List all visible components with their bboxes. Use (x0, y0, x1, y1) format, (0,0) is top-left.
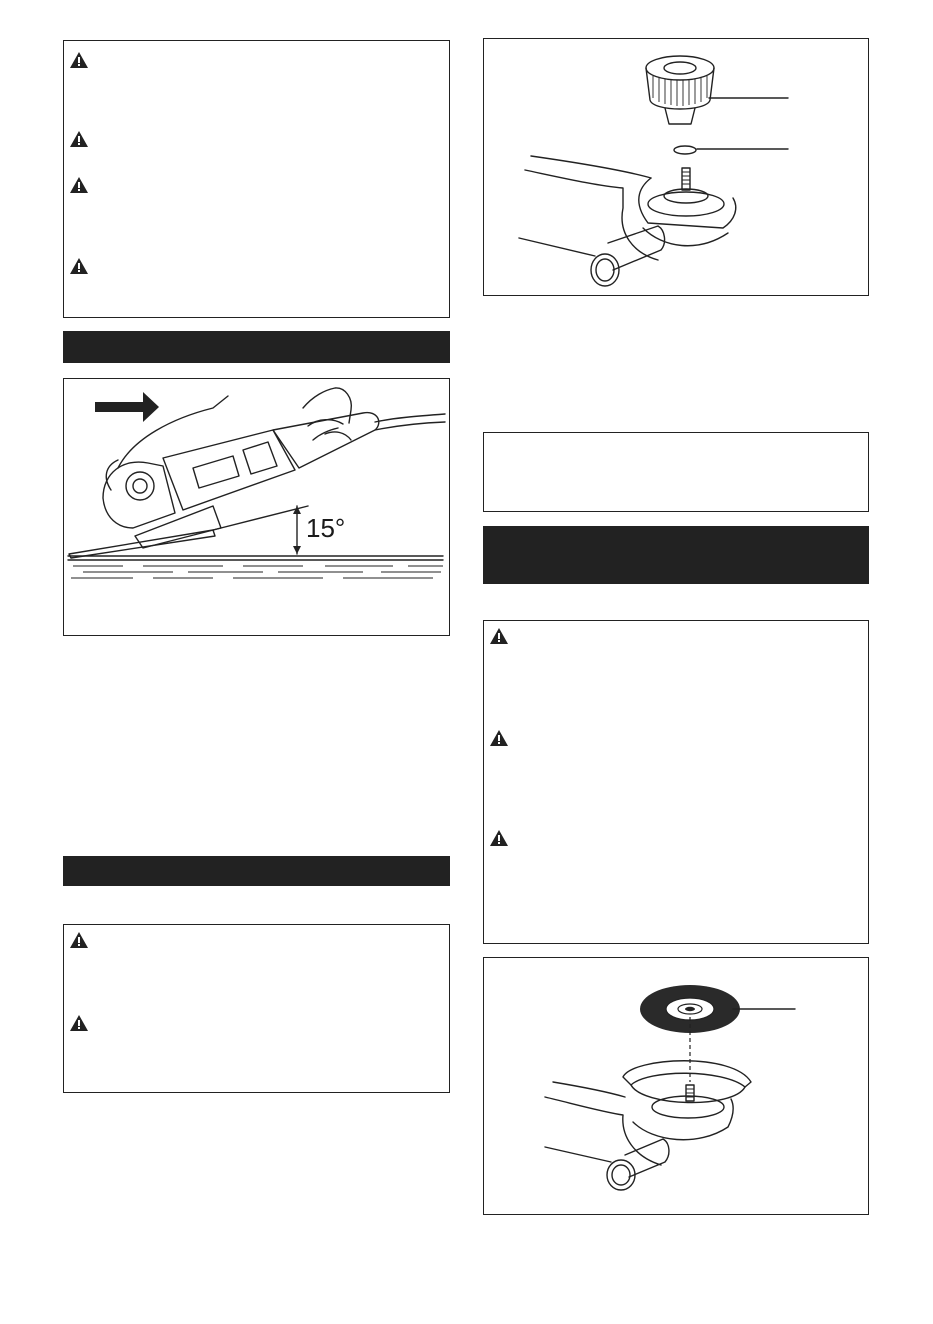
arrow-right-icon (95, 392, 159, 422)
warning-triangle-icon (490, 730, 508, 746)
section-heading-bar (63, 331, 450, 363)
warning-triangle-icon (490, 628, 508, 644)
wire-wheel-illustration (483, 957, 869, 1215)
note-box (483, 432, 869, 512)
grinding-illustration (63, 378, 450, 636)
angle-label: 15° (306, 513, 346, 543)
warning-box-right (483, 620, 869, 944)
warning-triangle-icon (70, 177, 88, 193)
section-heading-bar (63, 856, 450, 886)
warning-triangle-icon (70, 131, 88, 147)
warning-box-bottom-left (63, 924, 450, 1093)
warning-triangle-icon (70, 258, 88, 274)
warning-triangle-icon (70, 52, 88, 68)
warning-triangle-icon (70, 932, 88, 948)
warning-box-top-left (63, 40, 450, 318)
section-heading-bar (483, 526, 869, 584)
warning-triangle-icon (70, 1015, 88, 1031)
cup-brush-illustration (483, 38, 869, 296)
warning-triangle-icon (490, 830, 508, 846)
